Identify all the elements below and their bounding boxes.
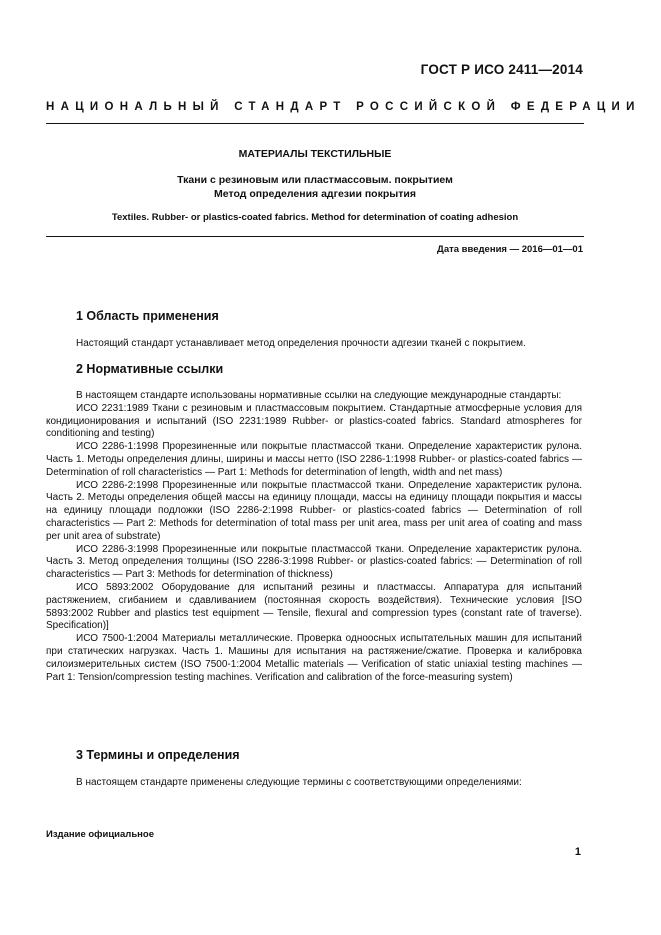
title-main: МАТЕРИАЛЫ ТЕКСТИЛЬНЫЕ <box>238 148 392 160</box>
paragraph: ИСО 5893:2002 Оборудование для испытаний резины и пластмассы. Аппаратура для испытаний растяжением, сгибанием и сдавливанием (постоянная скорость воздействия). Технические условия [ISO 5893:2002 Rubber and plastics test equipment — Tensile, flexural and compression types (constant rate of traverse). Specification)] <box>46 581 582 632</box>
national-standard-heading: НАЦИОНАЛЬНЫЙ СТАНДАРТ РОССИЙСКОЙ ФЕДЕРАЦИИ <box>46 101 641 113</box>
section-3-text: В настоящем стандарте применены следующие термины с соответствующими определениями: <box>76 777 522 788</box>
section-2-heading: 2 Нормативные ссылки <box>76 362 224 376</box>
paragraph: ИСО 2286-3:1998 Прорезиненные или покрытые пластмассой ткани. Определение характеристик рулона. Часть 3. Метод определения толщины (ISO 2286-3:1998 Rubber- or plastics-coated fabrics: — Determination of roll characteristics — Part 3: Methods for determination of thickness) <box>46 543 582 581</box>
official-edition-label: Издание официальное <box>46 829 154 840</box>
paragraph: ИСО 2286-1:1998 Прорезиненные или покрытые пластмассой ткани. Определение характеристик рулона. Часть 1. Методы определения длины, ширины и массы нетто (ISO 2286-1:1998 Rubber- or plastics-coated fabrics — Determination of roll characteristics — Part 1: Methods for determination of length, width and net mass) <box>46 441 582 478</box>
paragraph: ИСО 2286-2:1998 Прорезиненные или покрытые пластмассой ткани. Определение характеристик рулона. Часть 2. Методы определения общей массы на единицу площади, массы на единицу площади покрытия и массы на единицу площади подложки (ISO 2286-2:1998 Rubber- or plastics-coated fabrics — Determination of roll characteristics — Part 2: Methods for determination of total mass per unit area, mass per unit area of coating and mass per unit area of substrate) <box>46 479 582 542</box>
page-number: 1 <box>574 846 581 858</box>
paragraph: В настоящем стандарте использованы нормативные ссылки на следующие международные стандарты: <box>76 390 562 401</box>
section-1-text: Настоящий стандарт устанавливает метод определения прочности адгезии тканей с покрытием. <box>76 338 526 349</box>
title-subtitle-1: Ткани с резиновым или пластмассовым. покрытием <box>177 174 453 186</box>
title-english: Textiles. Rubber- or plastics-coated fabrics. Method for determination of coating adhesion <box>111 212 519 223</box>
top-divider <box>46 123 584 124</box>
date-of-introduction: Дата введения — 2016—01—01 <box>437 244 583 255</box>
title-subtitle-2: Метод определения адгезии покрытия <box>214 188 416 200</box>
paragraph: ИСО 2231:1989 Ткани с резиновым и пластмассовым покрытием. Стандартные атмосферные условия для кондиционирования и испытаний (ISO 2231:1989 Rubber- or plastics-coated fabrics. Standard atmospheres for conditioning and testing) <box>46 402 582 440</box>
section-1-heading: 1 Область применения <box>76 309 219 323</box>
section-3-heading: 3 Термины и определения <box>76 748 240 762</box>
section-2-body <box>46 390 582 684</box>
title-divider <box>46 236 584 237</box>
document-code: ГОСТ Р ИСО 2411—2014 <box>420 62 583 77</box>
paragraph: ИСО 7500-1:2004 Материалы металлические. Проверка одноосных испытательных машин для испытаний при статических нагрузках. Часть 1. Машины для испытания на растяжение/сжатие. Проверка и калибровка силоизмерительных систем (ISO 7500-1:2004 Metallic materials — Verification of static uniaxial testing machines — Part 1: Tension/compression testing machines. Verification and calibration of the force-measuring system) <box>46 633 582 683</box>
